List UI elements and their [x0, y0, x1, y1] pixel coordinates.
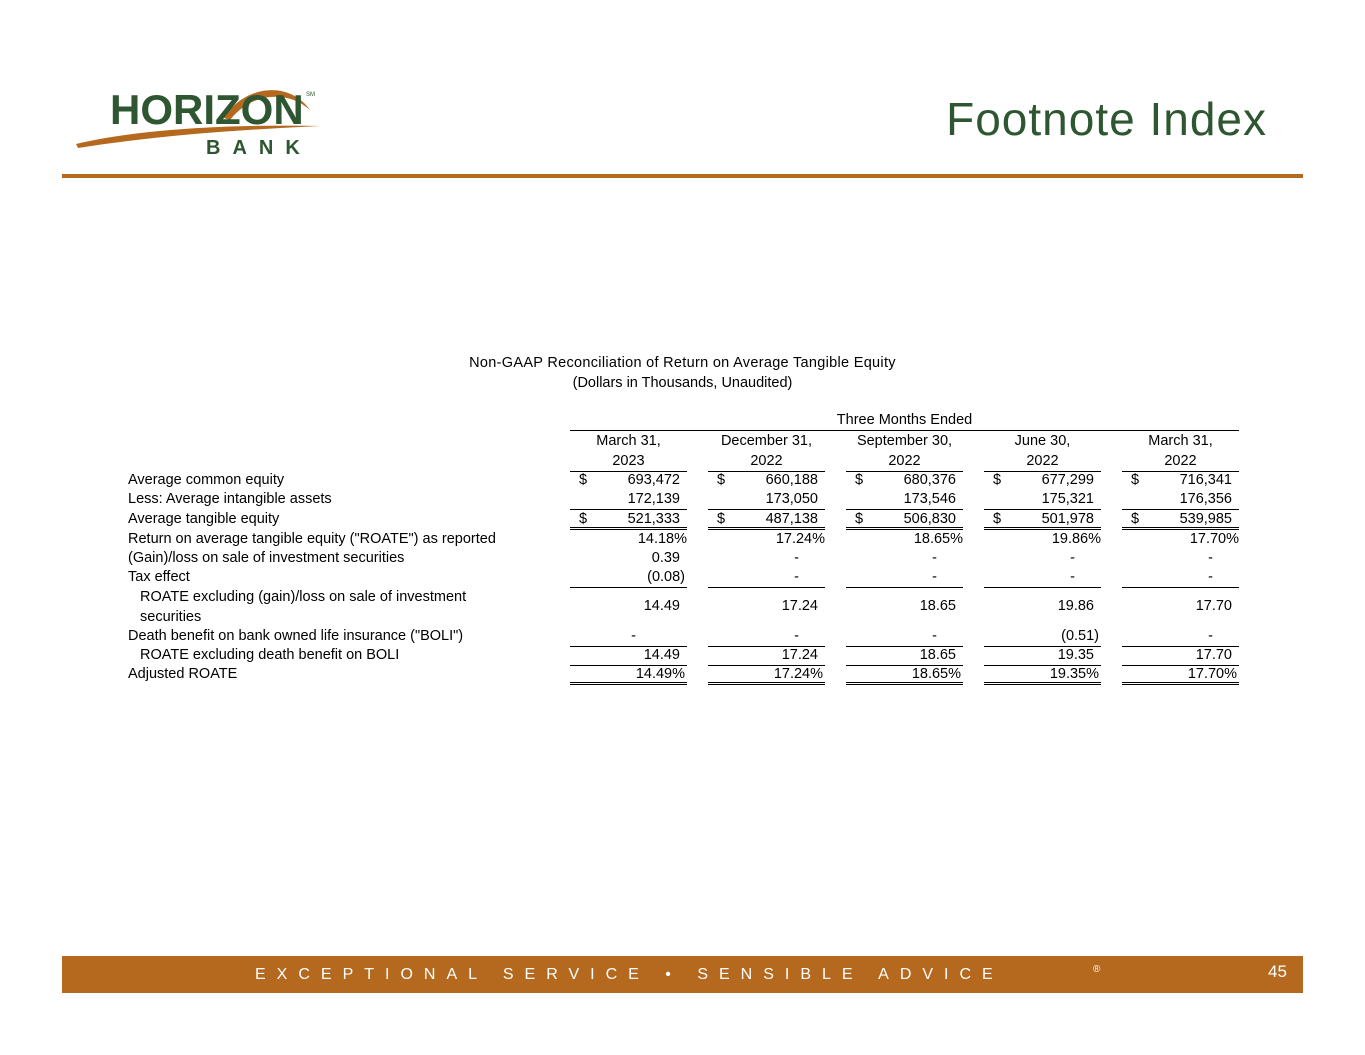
- logo-service-mark: SM: [306, 92, 315, 98]
- group-header: Three Months Ended: [570, 411, 1239, 431]
- table-cell: [984, 627, 1101, 647]
- cell-value: 14.49: [643, 647, 680, 663]
- table-cell: [708, 665, 825, 685]
- dollar-sign: $: [579, 511, 588, 527]
- table-cell: [708, 646, 825, 666]
- table-cell: [846, 530, 963, 549]
- table-row: [0, 646, 1365, 665]
- table-cell: [984, 530, 1101, 549]
- cell-value: -: [794, 628, 799, 644]
- table-cell: [1122, 646, 1239, 666]
- cell-value: -: [1208, 550, 1213, 566]
- cell-value: -: [1208, 628, 1213, 644]
- column-header: [708, 431, 825, 472]
- table-cell: [708, 627, 825, 647]
- column-year: 2022: [1122, 451, 1239, 472]
- table-row: [0, 549, 1365, 568]
- cell-value: -: [631, 628, 636, 644]
- column-month: March 31,: [596, 433, 661, 449]
- row-label: Average common equity: [128, 472, 285, 488]
- cell-value: (0.08): [647, 569, 685, 585]
- table-cell: [1122, 490, 1239, 510]
- cell-value: 18.65: [919, 598, 956, 614]
- table-cell: [570, 549, 687, 568]
- table-title: Non-GAAP Reconciliation of Return on Average Tangible Equity: [469, 355, 896, 371]
- cell-value: 539,985: [1179, 511, 1232, 527]
- row-label: Death benefit on bank owned life insurance ("BOLI"): [128, 628, 464, 644]
- dollar-sign: $: [717, 511, 726, 527]
- table-cell: [708, 530, 825, 549]
- dollar-sign: $: [993, 511, 1002, 527]
- dollar-sign: $: [579, 472, 588, 488]
- column-month: December 31,: [720, 433, 813, 449]
- table-cell: [846, 665, 963, 685]
- cell-value: 17.70%: [1187, 666, 1237, 682]
- cell-value: 17.24%: [775, 531, 825, 547]
- page-title: Footnote Index: [946, 93, 1267, 145]
- row-label: Tax effect: [128, 569, 190, 585]
- cell-value: 693,472: [627, 472, 680, 488]
- dollar-sign: $: [1131, 511, 1140, 527]
- cell-value: 18.65: [919, 647, 956, 663]
- table-cell: [984, 597, 1101, 616]
- cell-value: 716,341: [1179, 472, 1232, 488]
- cell-value: -: [794, 569, 799, 585]
- cell-value: 14.49%: [635, 666, 685, 682]
- table-cell: [1122, 627, 1239, 647]
- dollar-sign: $: [855, 472, 864, 488]
- cell-value: 14.49: [643, 598, 680, 614]
- table-cell: [570, 627, 687, 647]
- dollar-sign: $: [1131, 472, 1140, 488]
- cell-value: 501,978: [1041, 511, 1094, 527]
- cell-value: 14.18%: [637, 531, 687, 547]
- dollar-sign: $: [717, 472, 726, 488]
- table-row: [0, 490, 1365, 509]
- table-cell: [708, 597, 825, 616]
- cell-value: 17.24: [781, 647, 818, 663]
- column-header: [570, 431, 687, 472]
- cell-value: -: [932, 550, 937, 566]
- column-month: September 30,: [856, 433, 953, 449]
- logo-word: HORIZON: [110, 86, 304, 133]
- cell-value: -: [1070, 569, 1075, 585]
- table-cell: [846, 471, 963, 490]
- table-cell: [1122, 530, 1239, 549]
- cell-value: 680,376: [903, 472, 956, 488]
- column-year: 2022: [708, 451, 825, 472]
- table-row: [0, 471, 1365, 490]
- row-label: (Gain)/loss on sale of investment securities: [128, 550, 405, 566]
- dollar-sign: $: [855, 511, 864, 527]
- table-cell: [846, 568, 963, 588]
- cell-value: 487,138: [765, 511, 818, 527]
- table-cell: [984, 510, 1101, 530]
- row-label-line: ROATE excluding (gain)/loss on sale of investment: [140, 589, 467, 605]
- table-cell: [708, 549, 825, 568]
- table-cell: [1122, 597, 1239, 616]
- table-cell: [846, 627, 963, 647]
- cell-value: 172,139: [627, 491, 680, 507]
- logo-mark: [74, 80, 324, 160]
- table-cell: [1122, 665, 1239, 685]
- cell-value: -: [794, 550, 799, 566]
- table-cell: [984, 665, 1101, 685]
- cell-value: -: [932, 628, 937, 644]
- page-number: 45: [1268, 962, 1287, 981]
- cell-value: -: [1208, 569, 1213, 585]
- cell-value: 18.65%: [913, 531, 963, 547]
- column-month: March 31,: [1148, 433, 1213, 449]
- column-year: 2022: [846, 451, 963, 472]
- table-cell: [1122, 568, 1239, 588]
- row-label: Less: Average intangible assets: [128, 491, 332, 507]
- table-subtitle: (Dollars in Thousands, Unaudited): [572, 375, 793, 391]
- table-cell: [984, 490, 1101, 510]
- table-cell: [570, 665, 687, 685]
- cell-value: 17.70: [1195, 598, 1232, 614]
- row-label-line: securities: [140, 609, 202, 625]
- table-cell: [984, 568, 1101, 588]
- table-row: [0, 530, 1365, 549]
- cell-value: 173,050: [765, 491, 818, 507]
- table-cell: [846, 646, 963, 666]
- table-cell: [846, 597, 963, 616]
- cell-value: 677,299: [1041, 472, 1094, 488]
- table-cell: [708, 471, 825, 490]
- table-cell: [708, 510, 825, 530]
- column-year: 2022: [984, 451, 1101, 472]
- cell-value: 173,546: [903, 491, 956, 507]
- column-month: June 30,: [1014, 433, 1071, 449]
- table-cell: [570, 530, 687, 549]
- cell-value: (0.51): [1061, 628, 1099, 644]
- table-row: [0, 587, 1365, 627]
- footer-tagline: EXCEPTIONAL SERVICE • SENSIBLE ADVICE: [255, 966, 1004, 983]
- table-row: [0, 665, 1365, 684]
- table-cell: [984, 549, 1101, 568]
- table-cell: [570, 568, 687, 588]
- cell-value: 0.39: [651, 550, 680, 566]
- table-cell: [984, 471, 1101, 490]
- cell-value: 19.35%: [1049, 666, 1099, 682]
- dollar-sign: $: [993, 472, 1002, 488]
- cell-value: -: [1070, 550, 1075, 566]
- row-label: ROATE excluding death benefit on BOLI: [140, 647, 400, 663]
- cell-value: 18.65%: [911, 666, 961, 682]
- table-cell: [1122, 510, 1239, 530]
- header-divider: [62, 174, 1303, 178]
- logo-sub: BANK: [206, 137, 312, 159]
- table-cell: [1122, 549, 1239, 568]
- row-label: Return on average tangible equity ("ROATE") as reported: [128, 531, 496, 547]
- cell-value: 19.86: [1057, 598, 1094, 614]
- column-year: 2023: [570, 451, 687, 472]
- cell-value: 17.70: [1195, 647, 1232, 663]
- column-header: [846, 431, 963, 472]
- cell-value: 17.24: [781, 598, 818, 614]
- table-cell: [708, 490, 825, 510]
- cell-value: 175,321: [1041, 491, 1094, 507]
- table-cell: [570, 646, 687, 666]
- table-cell: [570, 490, 687, 510]
- table-cell: [846, 510, 963, 530]
- column-header: [984, 431, 1101, 472]
- table-cell: [708, 568, 825, 588]
- row-label: Adjusted ROATE: [128, 666, 238, 682]
- table-cell: [570, 510, 687, 530]
- cell-value: 521,333: [627, 511, 680, 527]
- cell-value: 506,830: [903, 511, 956, 527]
- cell-value: 176,356: [1179, 491, 1232, 507]
- column-header: [1122, 431, 1239, 472]
- cell-value: 660,188: [765, 472, 818, 488]
- horizon-bank-logo: [74, 80, 324, 160]
- table-row: [0, 627, 1365, 646]
- table-cell: [570, 597, 687, 616]
- cell-value: 19.35: [1057, 647, 1094, 663]
- table-cell: [570, 471, 687, 490]
- cell-value: -: [932, 569, 937, 585]
- cell-value: 19.86%: [1051, 531, 1101, 547]
- table-cell: [984, 646, 1101, 666]
- table-cell: [1122, 471, 1239, 490]
- cell-value: 17.24%: [773, 666, 823, 682]
- registered-mark: ®: [1093, 964, 1101, 975]
- table-cell: [846, 549, 963, 568]
- table-row: [0, 568, 1365, 587]
- cell-value: 17.70%: [1189, 531, 1239, 547]
- table-row: [0, 510, 1365, 529]
- table-cell: [846, 490, 963, 510]
- row-label: [140, 587, 466, 627]
- row-label: Average tangible equity: [128, 511, 280, 527]
